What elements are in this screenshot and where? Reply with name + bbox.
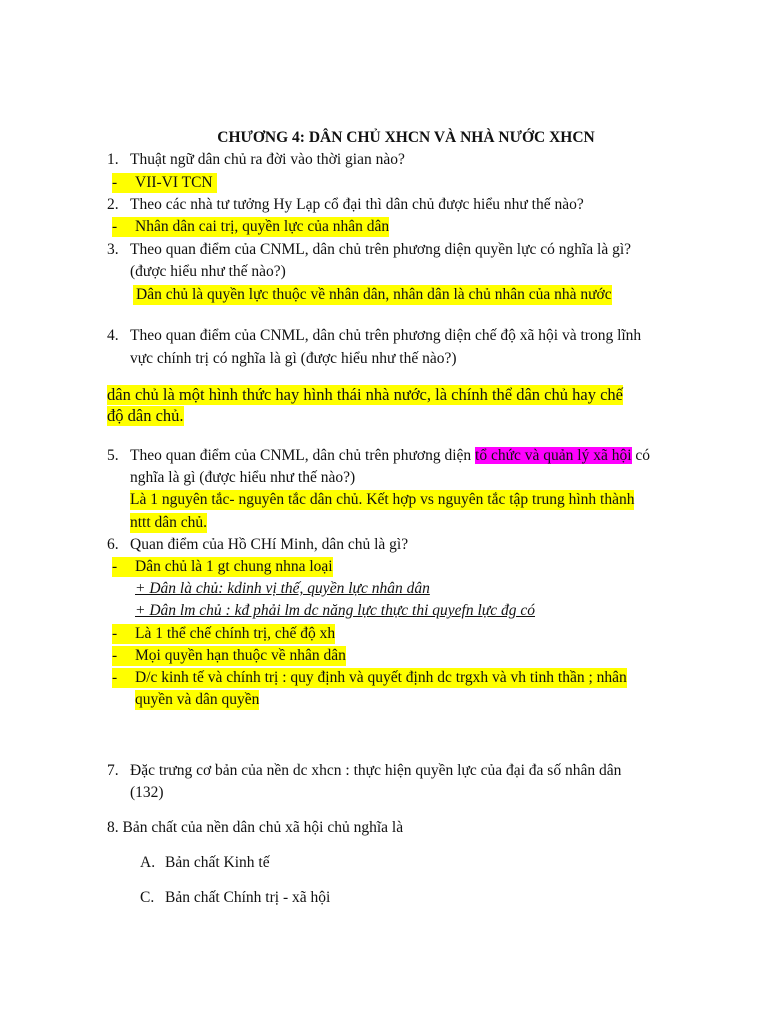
question-text-pre: Theo quan điểm của CNML, dân chủ trên phương diện (130, 447, 476, 464)
option-text: Bản chất Kinh tế (165, 854, 270, 871)
question-text: Quan điểm của Hồ CHí Minh, dân chủ là gì? (130, 536, 409, 553)
answer-text: Nhân dân cai trị, quyền lực của nhân dân (132, 217, 389, 237)
question-3-cont: (được hiểu như thế nào?) (130, 263, 286, 280)
question-number: 6. (107, 536, 119, 553)
option-letter: A. (140, 854, 156, 871)
highlighted-phrase: tổ chức và quản lý xã hội (475, 447, 632, 464)
answer-text: Dân chủ là 1 gt chung nhna loại (132, 557, 333, 577)
answer-text: VII-VI TCN (135, 174, 213, 191)
answer-3: Dân chủ là quyền lực thuộc về nhân dân, nhân dân là chủ nhân của nhà nước (133, 285, 612, 305)
question-number: 5. (107, 447, 119, 464)
question-8: 8. Bản chất của nền dân chủ xã hội chủ nghĩa là (107, 819, 404, 836)
question-text: Theo quan điểm của CNML, dân chủ trên phương diện chế độ xã hội và trong lĩnh (130, 327, 642, 344)
question-number: 7. (107, 762, 119, 779)
question-text-post: có (631, 447, 651, 464)
bullet-dash: - (112, 557, 132, 577)
question-7-cont: (132) (130, 784, 164, 801)
bullet-dash: - (112, 217, 132, 237)
answer-6-sub-1: + Dân là chủ: kdinh vị thế, quyền lực nhân dân (135, 580, 430, 597)
question-number: 3. (107, 241, 119, 258)
answer-text: Mọi quyền hạn thuộc về nhân dân (132, 646, 346, 666)
answer-6-item-4-cont: quyền và dân quyền (135, 691, 260, 708)
chapter-title: CHƯƠNG 4: DÂN CHỦ XHCN VÀ NHÀ NƯỚC XHCN (217, 129, 595, 146)
option-letter: C. (140, 889, 155, 906)
answer-text: Là 1 thể chế chính trị, chế độ xh (132, 624, 335, 644)
bullet-dash: - (112, 174, 118, 191)
question-number: 4. (107, 327, 119, 344)
question-text: Thuật ngữ dân chủ ra đời vào thời gian nào? (130, 151, 405, 168)
question-text (130, 446, 650, 466)
answer-5-line1: Là 1 nguyên tắc- nguyên tắc dân chủ. Kết hợp vs nguyên tắc tập trung hình thành (130, 491, 635, 508)
answer-4-line2: độ dân chủ. (107, 406, 184, 425)
option-text: Bản chất Chính trị - xã hội (165, 889, 331, 906)
answer-6-sub-2: + Dân lm chủ : kđ phải lm dc năng lực thực thi quyefn lực đg có (135, 602, 535, 619)
answer-text: D/c kinh tế và chính trị : quy định và quyết định dc trgxh và vh tinh thần ; nhân (132, 668, 627, 688)
question-text: Đặc trưng cơ bản của nền dc xhcn : thực hiện quyền lực của đại đa số nhân dân (130, 762, 622, 779)
answer-4-line1: dân chủ là một hình thức hay hình thái nhà nước, là chính thể dân chủ hay chế (107, 385, 623, 404)
question-text: Theo các nhà tư tưởng Hy Lạp cổ đại thì dân chủ được hiểu như thế nào? (130, 196, 584, 213)
question-number: 2. (107, 196, 119, 213)
answer-5-line2: nttt dân chủ. (130, 514, 208, 531)
question-number: 1. (107, 151, 119, 168)
question-5-cont: nghĩa là gì (được hiểu như thế nào?) (130, 469, 356, 486)
bullet-dash: - (112, 624, 132, 644)
question-4-cont: vực chính trị có nghĩa là gì (được hiểu như thế nào?) (130, 350, 457, 367)
question-text: Theo quan điểm của CNML, dân chủ trên phương diện quyền lực có nghĩa là gì? (130, 241, 632, 258)
bullet-dash: - (112, 646, 132, 666)
bullet-dash: - (112, 668, 132, 688)
